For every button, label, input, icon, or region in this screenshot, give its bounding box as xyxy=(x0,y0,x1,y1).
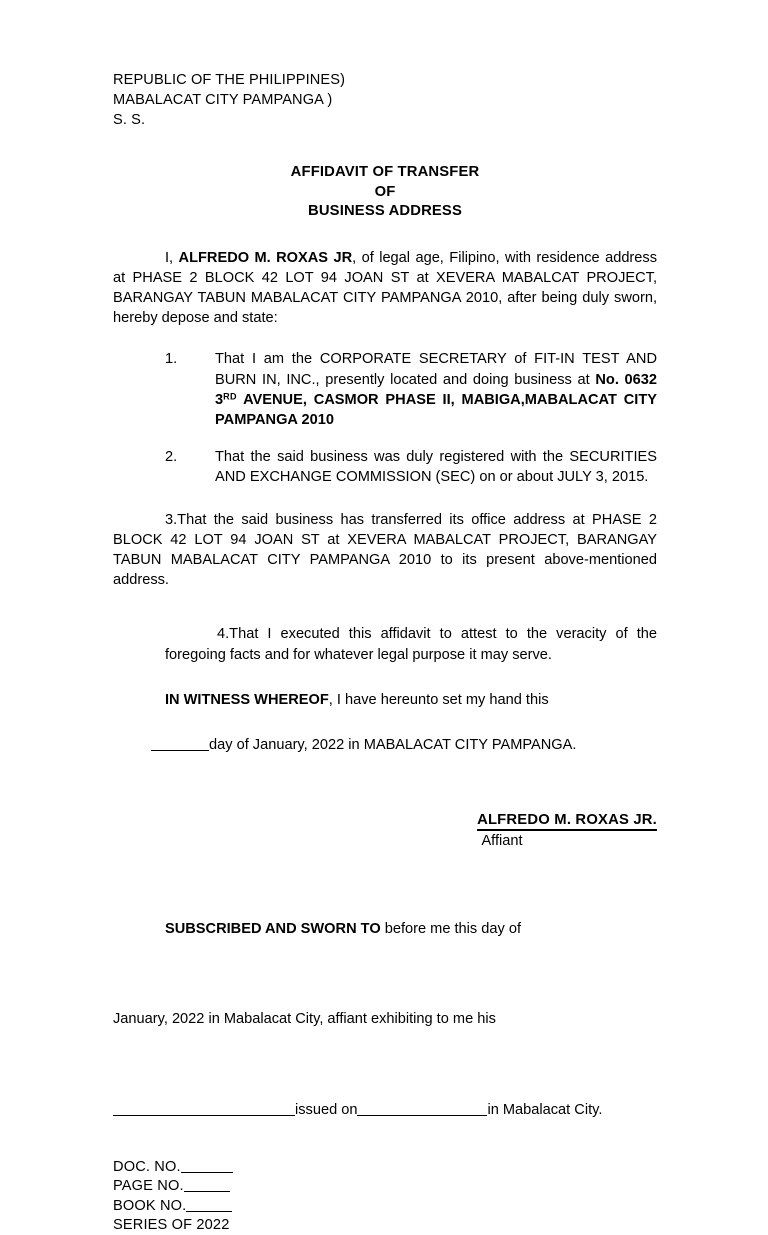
list-item xyxy=(165,349,657,430)
opening-prefix: I, xyxy=(165,249,179,266)
acknowledgment-line-1 xyxy=(113,919,657,939)
footer-doc-no-label: DOC. NO. xyxy=(113,1158,181,1175)
acknowledgment-heading: SUBSCRIBED AND SWORN TO xyxy=(165,921,381,938)
title-line-3: BUSINESS ADDRESS xyxy=(308,203,462,219)
signature-role-row xyxy=(113,833,607,849)
id-blank-field[interactable] xyxy=(113,1115,295,1116)
title-line-1: AFFIDAVIT OF TRANSFER xyxy=(290,164,480,180)
footer-book-no-label: BOOK NO. xyxy=(113,1197,187,1214)
item-marker: 2. xyxy=(165,449,178,466)
signature-name: ALFREDO M. ROXAS JR. xyxy=(477,812,657,831)
notarial-footer xyxy=(113,1158,657,1235)
doc-no-blank-field[interactable] xyxy=(181,1172,233,1173)
issued-date-blank-field[interactable] xyxy=(357,1115,487,1116)
witness-clause-line-2 xyxy=(151,735,657,755)
witness-heading: IN WITNESS WHEREOF xyxy=(165,691,329,708)
item-text: That I am the CORPORATE SECRETARY of FIT-IN TEST AND BURN IN, INC., presently located and doing business at xyxy=(215,351,657,388)
witness-line-1-rest: , I have hereunto set my hand this xyxy=(328,691,549,708)
footer-page-no xyxy=(113,1177,657,1196)
venue-line-city: MABALACAT CITY PAMPANGA ) xyxy=(113,92,333,108)
ordinal-suffix: RD xyxy=(223,391,237,402)
list-item xyxy=(165,447,657,487)
signature-block xyxy=(113,811,657,849)
venue-line-republic: REPUBLIC OF THE PHILIPPINES) xyxy=(113,72,346,88)
day-blank-field[interactable] xyxy=(151,750,209,751)
signature-role: Affiant xyxy=(481,833,523,850)
acknowledgment-line-3-end: in Mabalacat City. xyxy=(487,1101,603,1118)
witness-clause-line-1 xyxy=(113,690,657,710)
item-address-prefix: No. 0632 3 xyxy=(215,371,658,408)
footer-page-no-label: PAGE NO. xyxy=(113,1178,184,1195)
opening-paragraph xyxy=(113,248,657,329)
book-no-blank-field[interactable] xyxy=(186,1211,232,1212)
item-marker: 1. xyxy=(165,351,178,368)
acknowledgment-line-3 xyxy=(113,1100,657,1120)
paragraph-four: 4.That I executed this affidavit to attest to the veracity of the foregoing facts and for whatever legal purpose it may serve. xyxy=(165,626,657,663)
opening-body: , of legal age, Filipino, with residence address at PHASE 2 BLOCK 42 LOT 94 JOAN ST at XEVERA MABALCAT PROJECT, BARANGAY TABUN MABALACAT CITY PAMPANGA 2010, after being duly sworn, hereby depose and state: xyxy=(113,249,658,327)
item-address-rest: AVENUE, CASMOR PHASE II, MABIGA,MABALACAT CITY PAMPANGA 2010 xyxy=(215,391,657,428)
venue-header xyxy=(113,70,657,130)
numbered-statements xyxy=(113,349,657,487)
item-text: That the said business was duly registered with the SECURITIES AND EXCHANGE COMMISSION (SEC) on or about JULY 3, 2015. xyxy=(215,449,657,486)
document-content xyxy=(113,70,657,1235)
affiant-name-inline: ALFREDO M. ROXAS JR xyxy=(178,249,353,266)
acknowledgment-issued-on: issued on xyxy=(295,1101,358,1118)
acknowledgment-line-2: January, 2022 in Mabalacat City, affiant exhibiting to me his xyxy=(113,1011,496,1028)
page-no-blank-field[interactable] xyxy=(184,1191,230,1192)
footer-series: SERIES OF 2022 xyxy=(113,1216,230,1233)
venue-line-ss: S. S. xyxy=(113,112,146,128)
document-title xyxy=(113,163,657,222)
footer-doc-no xyxy=(113,1158,657,1177)
paragraph-three: 3.That the said business has transferred its office address at PHASE 2 BLOCK 42 LOT 94 JOAN ST at XEVERA MABALCAT PROJECT, BARANGAY TABUN MABALACAT CITY PAMPANGA 2010 to its present above-mentioned address. xyxy=(113,511,657,589)
witness-line-2-rest: day of January, 2022 in MABALACAT CITY PAMPANGA. xyxy=(209,736,577,753)
footer-book-no xyxy=(113,1197,657,1216)
title-line-2: OF xyxy=(374,183,396,200)
acknowledgment-line-1-rest: before me this day of xyxy=(380,921,522,938)
